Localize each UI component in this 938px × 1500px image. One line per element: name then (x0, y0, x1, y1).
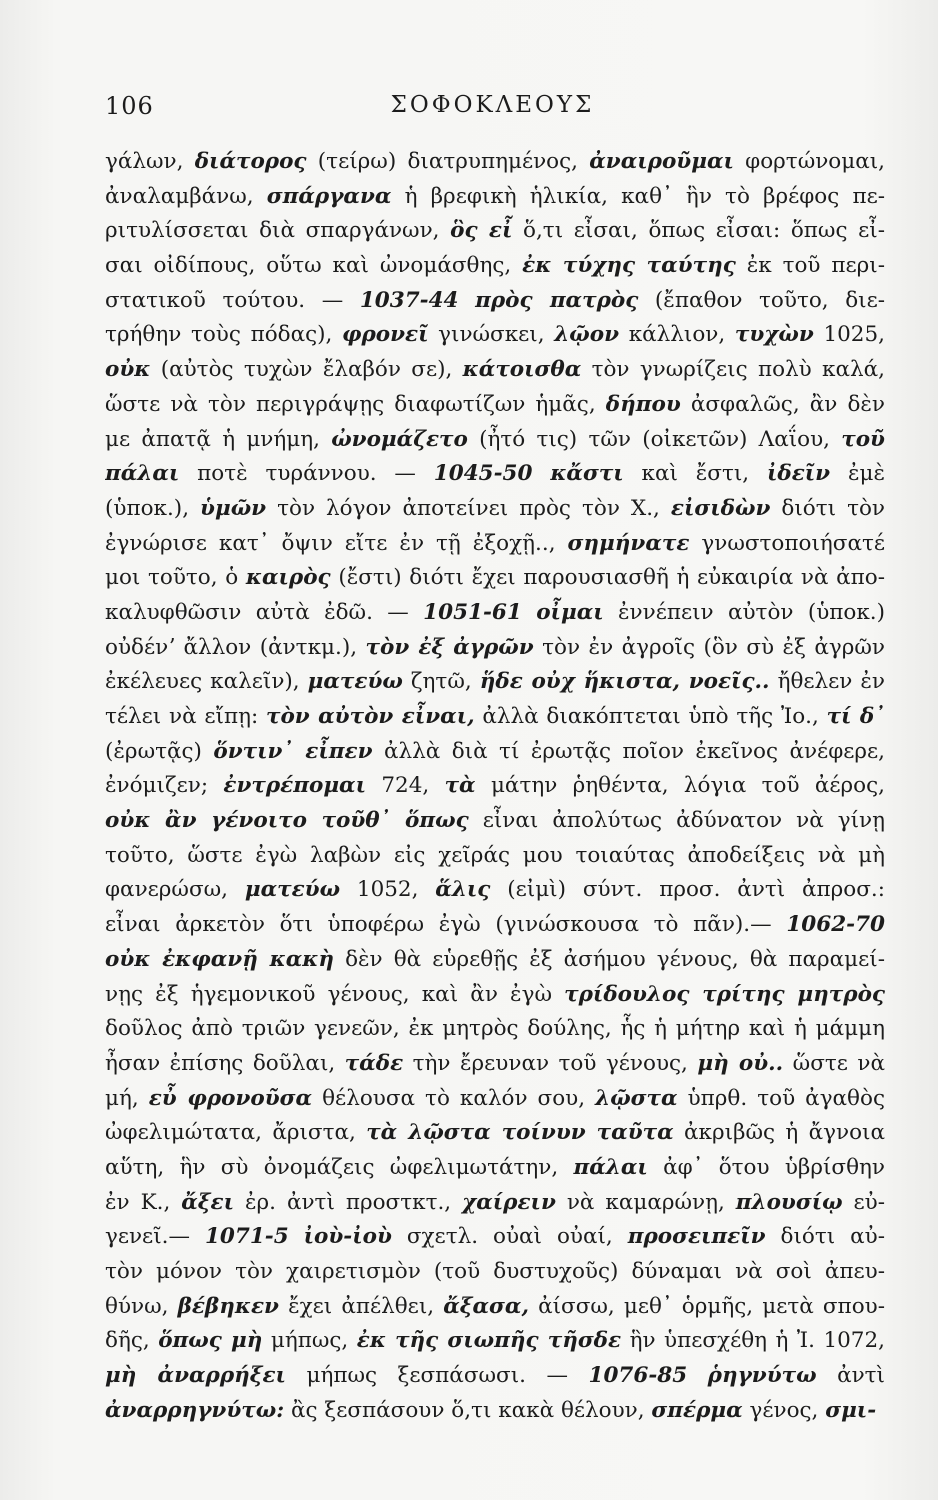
gloss-text: τέλει νὰ εἴπῃ: (105, 704, 266, 729)
lemma-term: μὴ οὐ.. (697, 1050, 784, 1076)
lemma-term: οὐκ (105, 357, 151, 383)
lemma-term: καιρὸς (245, 565, 331, 591)
gloss-text: ἣν ὑπεσχέθη ἡ Ἰ. 1072, (621, 1328, 885, 1354)
gloss-text: κάλλιον, (619, 322, 735, 348)
lemma-term: πλουσίῳ (735, 1189, 843, 1215)
text-line (105, 665, 885, 700)
lemma-term: πάλαι (105, 461, 180, 487)
lemma-term: τί δ᾽ (826, 704, 885, 729)
gloss-text: ἔχει ἀπέλθει, (278, 1293, 444, 1319)
gloss-text: τὸν λόγον ἀποτείνει πρὸς τὸν Χ., (266, 495, 671, 521)
lemma-term: σπέρμα (651, 1397, 743, 1423)
gloss-text: γάλων, (105, 149, 195, 174)
text-line (105, 1012, 885, 1047)
gloss-text: με ἀπατᾷ ἡ μνήμη, (105, 426, 332, 452)
text-line (105, 180, 885, 215)
gloss-text: (ἔπαθον τοῦτο, διε- (638, 287, 885, 313)
gloss-text (522, 600, 536, 625)
gloss-text: ἀναλαμβάνω, (105, 183, 267, 209)
text-line (105, 769, 885, 804)
gloss-text: ὥστε νὰ (783, 1050, 885, 1076)
lemma-term: βέβηκεν (177, 1293, 279, 1319)
lemma-term: κἄστι (550, 461, 624, 487)
gloss-text: γινώσκει, (428, 322, 555, 348)
text-line (105, 145, 885, 180)
text-line (105, 1290, 885, 1325)
text-line (105, 978, 885, 1013)
lemma-term: 1045-50 (433, 461, 533, 487)
gloss-text: ἀλλὰ διὰ τί ἐρωτᾷς ποῖον ἐκεῖνος ἀνέφερε, (372, 738, 885, 764)
gloss-text (289, 1224, 304, 1249)
text-line (105, 1220, 885, 1255)
lemma-term: ἀναιροῦμαι (589, 149, 734, 174)
gloss-text: 724, (366, 773, 445, 799)
gloss-text: ἐγνώρισε κατ᾽ ὄψιν εἴτε ἐν τῇ ἐξοχῇ.., (105, 530, 568, 556)
gloss-text: καλυφθῶσιν αὐτὰ ἐδῶ. — (105, 599, 424, 625)
gloss-text: τὸν γνωρίζεις πολὺ καλά, (581, 357, 885, 383)
gloss-text: ἀφ᾽ ὅτου ὑβρίσθην (647, 1154, 885, 1180)
lemma-term: λῷστα (595, 1085, 678, 1111)
gloss-text: (εἰμὶ) σύντ. προσ. ἀντὶ ἀπροσ.: (490, 877, 885, 903)
lemma-term: σμι- (825, 1397, 877, 1423)
gloss-text: ὥστε νὰ τὸν περιγράψῃς διαφωτίζων ἡμᾶς, (105, 391, 606, 417)
gloss-text: μήπως ξεσπάσωσι. — (285, 1363, 589, 1389)
gloss-text: μή, (105, 1085, 149, 1111)
gloss-text: (ἐρωτᾷς) (105, 738, 214, 764)
lemma-term: τυχὼν (734, 322, 814, 348)
text-line (105, 804, 885, 839)
gloss-text: γένος, (742, 1397, 826, 1423)
lemma-term: ἰδεῖν (766, 461, 831, 487)
gloss-text: εἶναι ἀρκετὸν ὅτι ὑποφέρω ἐγὼ (γινώσκουσα τὸ πᾶν).— (105, 912, 787, 938)
gloss-text: ἐμὲ (830, 461, 885, 487)
gloss-text: ἀκριβῶς ἡ ἄγνοια (673, 1120, 885, 1146)
gloss-text (687, 1363, 708, 1388)
page-number: 106 (105, 92, 154, 120)
gloss-text: ἀσφαλῶς, ἂν δὲν (680, 391, 885, 417)
lemma-term: τὰ λῷστα τοίνυν ταῦτα (366, 1120, 674, 1146)
gloss-text: (τείρω) διατρυπημένος, (306, 149, 590, 174)
lemma-term: 1051-61 (423, 599, 522, 625)
lemma-term: ματεύω (244, 877, 341, 903)
gloss-text: ἐκ τοῦ περι- (735, 253, 885, 279)
lemma-term: οἶμαι (536, 599, 604, 625)
gloss-text: μοι τοῦτο, ὁ (105, 565, 246, 591)
lemma-term: ῥηγνύτω (707, 1363, 817, 1389)
lemma-term: εἰσιδὼν (670, 495, 771, 521)
gloss-text: νῃς ἐξ ἡγεμονικοῦ γένους, καὶ ἂν ἐγὼ (105, 981, 565, 1007)
gloss-text: δῆς, (105, 1328, 159, 1354)
lemma-term: τὸν ἐξ ἀγρῶν (365, 634, 534, 660)
lemma-term: ἐκ τῆς σιωπῆς τῆσδε (356, 1328, 622, 1354)
running-head: ΣΟΦΟΚΛΕΟΥΣ (390, 92, 595, 118)
text-line (105, 1082, 885, 1117)
gloss-text: ἐκέλευες καλεῖν), (105, 669, 308, 695)
gloss-text: (ἔστι) διότι ἔχει παρουσιασθῆ ἡ εὐκαιρία νὰ ἀπο- (330, 565, 885, 591)
text-line (105, 596, 885, 631)
lemma-term: 1062-70 (786, 912, 885, 938)
lemma-term: ἀναρρηγνύτω: (105, 1397, 285, 1423)
text-line (105, 318, 885, 353)
gloss-text: καὶ ἔστι, (623, 461, 767, 487)
gloss-text: ἐνόμιζεν; (105, 773, 224, 799)
gloss-text: ἐρ. ἀντὶ προστκτ., (234, 1189, 463, 1215)
lemma-term: ὠνομάζετο (331, 426, 468, 452)
lemma-term: ἄξασα, (443, 1293, 529, 1319)
gloss-text: θύνω, (105, 1293, 178, 1319)
lemma-term: τοῦ (841, 426, 885, 452)
lemma-term: φρονεῖ (342, 322, 429, 348)
gloss-text: ὠφελιμώτατα, ἄριστα, (105, 1120, 367, 1146)
gloss-text: εἶναι ἀπολύτως ἀδύνατον νὰ γίνῃ (468, 808, 885, 834)
text-line (105, 1151, 885, 1186)
lemma-term: ματεύω (307, 669, 403, 695)
text-line (105, 1255, 885, 1290)
gloss-text: ἀντὶ (816, 1363, 885, 1389)
gloss-text: (ἦτό τις) τῶν (οἰκετῶν) Λαΐου, (467, 426, 842, 452)
lemma-term: ὅντιν᾽ εἶπεν (213, 738, 373, 764)
gloss-text: ριτυλίσσεται διὰ σπαργάνων, (105, 218, 451, 244)
gloss-text: 1052, (340, 877, 436, 903)
gloss-text: ἀλλὰ διακόπτεται ὑπὸ τῆς Ἰο., (474, 704, 827, 729)
lemma-term: προσειπεῖν (627, 1224, 766, 1250)
gloss-text (459, 288, 476, 313)
lemma-term: τὸν αὐτὸν εἶναι, (265, 704, 475, 729)
text-line (105, 284, 885, 319)
lemma-term: ἅλις (435, 877, 491, 903)
gloss-text: διότι τὸν (770, 495, 885, 521)
gloss-text: στατικοῦ τούτου. — (105, 287, 360, 313)
text-line (105, 1359, 885, 1394)
commentary-text (105, 145, 885, 1428)
text-line (105, 1324, 885, 1359)
lemma-term: δήπου (605, 391, 681, 417)
lemma-term: οὐκ ἐκφανῇ κακὴ (105, 946, 334, 972)
lemma-term: ἐντρέπομαι (223, 773, 367, 799)
lemma-term: διάτορος (194, 149, 307, 174)
lemma-term: σπάργανα (266, 183, 392, 209)
gloss-text: γενεῖ.— (105, 1224, 205, 1250)
gloss-text: γνωστοποιήσατέ (689, 530, 885, 556)
lemma-term: ἄξει (181, 1189, 235, 1215)
page-header (105, 92, 880, 132)
lemma-term: ὃς εἶ (450, 218, 513, 244)
gloss-text: διότι αὐ- (765, 1224, 885, 1250)
lemma-term: 1071-5 (204, 1224, 289, 1250)
gloss-text: τὴν ἔρευναν τοῦ γένους, (403, 1050, 698, 1076)
text-line (105, 735, 885, 770)
lemma-term: 1037-44 (359, 287, 459, 313)
lemma-term: ὅπως μὴ (158, 1328, 263, 1354)
text-line (105, 388, 885, 423)
lemma-term: ἰοὺ-ἰοὺ (303, 1224, 392, 1250)
gloss-text: δὲν θὰ εὑρεθῇς ἐξ ἀσήμου γένους, θὰ παραμεί- (333, 946, 885, 972)
lemma-term: 1076-85 (588, 1363, 688, 1389)
gloss-text: θέλουσα τὸ καλόν σου, (312, 1085, 596, 1111)
gloss-text (532, 461, 550, 486)
text-line (105, 1047, 885, 1082)
text-line (105, 527, 885, 562)
lemma-term: πάλαι (573, 1154, 648, 1180)
lemma-term: οὐκ ἂν γένοιτο τοῦθ᾽ ὅπως (105, 808, 469, 834)
text-line (105, 700, 885, 735)
text-line (105, 873, 885, 908)
text-line (105, 1116, 885, 1151)
gloss-text: τοῦτο, ὥστε ἐγὼ λαβὼν εἰς χεῖράς μου τοιαύτας ἀποδείξεις νὰ μὴ (105, 842, 885, 868)
gloss-text: ἀίσσω, μεθ᾽ ὁρμῆς, μετὰ σπου- (528, 1293, 885, 1319)
gloss-text: μήπως, (262, 1328, 357, 1354)
lemma-term: ἐκ τύχης ταύτης (522, 253, 736, 279)
gloss-text: 1025, (813, 322, 885, 348)
text-line (105, 908, 885, 943)
gloss-text: (ὑποκ.), (105, 495, 201, 521)
gloss-text: ζητῶ, (402, 669, 480, 695)
gloss-text: τρήθην τοὺς πόδας), (105, 322, 343, 348)
lemma-term: σημήνατε (567, 530, 690, 556)
lemma-term: τὰ (444, 773, 476, 799)
gloss-text: οὐδένʼ ἄλλον (ἀντκμ.), (105, 634, 366, 660)
text-line (105, 353, 885, 388)
gloss-text: (αὐτὸς τυχὼν ἔλαβόν σε), (150, 357, 463, 383)
text-line (105, 631, 885, 666)
lemma-term: χαίρειν (462, 1189, 556, 1215)
gloss-text: νὰ καμαρώνῃ, (555, 1189, 736, 1215)
text-line (105, 1394, 885, 1429)
gloss-text: δοῦλος ἀπὸ τριῶν γενεῶν, ἐκ μητρὸς δούλης, ἧς ἡ μήτηρ καὶ ἡ μάμμη (105, 1016, 885, 1042)
gloss-text: τὸν ἐν ἀγροῖς (ὃν σὺ ἐξ ἀγρῶν (533, 634, 885, 660)
gloss-text: φανερώσω, (105, 877, 245, 903)
gloss-text: ἤθελεν ἐν (769, 669, 885, 695)
gloss-text: εὐ- (842, 1189, 885, 1215)
gloss-text: φορτώνομαι, (733, 149, 885, 174)
text-line (105, 1186, 885, 1221)
gloss-text: σαι οἰδίπους, οὕτω καὶ ὠνομάσθης, (105, 253, 523, 279)
lemma-term: κάτοισθα (462, 357, 582, 383)
gloss-text: ἐννέπειν αὐτὸν (ὑποκ.) (603, 599, 885, 625)
lemma-term: εὖ φρονοῦσα (148, 1085, 313, 1111)
gloss-text: ὑπρθ. τοῦ ἀγαθὸς (677, 1085, 885, 1111)
lemma-term: τάδε (344, 1050, 404, 1076)
lemma-term: μὴ ἀναρρήξει (105, 1363, 286, 1389)
text-line (105, 423, 885, 458)
gloss-text: ἐν Κ., (105, 1189, 182, 1215)
gloss-text: ἦσαν ἐπίσης δοῦλαι, (105, 1050, 345, 1076)
lemma-term: λῷον (554, 322, 620, 348)
lemma-term: πρὸς πατρὸς (475, 287, 639, 313)
lemma-term: ἥδε οὐχ ἥκιστα, νοεῖς.. (479, 669, 770, 695)
text-line (105, 561, 885, 596)
gloss-text: ἂς ξεσπάσουν ὅ,τι κακὰ θέλουν, (284, 1397, 652, 1423)
gloss-text: μάτην ῥηθέντα, λόγια τοῦ ἀέρος, (475, 773, 885, 799)
lemma-term: ὑμῶν (200, 495, 267, 521)
lemma-term: τρίδουλος τρίτης μητρὸς (564, 981, 885, 1007)
text-line (105, 249, 885, 284)
gloss-text: ὅ,τι εἶσαι, ὅπως εἶσαι: ὅπως εἶ- (512, 218, 885, 244)
text-line (105, 214, 885, 249)
text-line (105, 943, 885, 978)
text-line (105, 492, 885, 527)
gloss-text: τὸν μόνον τὸν χαιρετισμὸν (τοῦ δυστυχοῦς) δύναμαι νὰ σοὶ ἀπευ- (105, 1259, 885, 1284)
gloss-text: ἡ βρεφικὴ ἡλικία, καθ᾽ ἣν τὸ βρέφος πε- (391, 183, 885, 209)
text-line (105, 457, 885, 492)
gloss-text: αὕτη, ἣν σὺ ὀνομάζεις ὠφελιμωτάτην, (105, 1154, 574, 1180)
gloss-text: σχετλ. οὐαὶ οὐαί, (391, 1224, 628, 1250)
gloss-text: ποτὲ τυράννου. — (179, 461, 434, 487)
text-line (105, 839, 885, 874)
